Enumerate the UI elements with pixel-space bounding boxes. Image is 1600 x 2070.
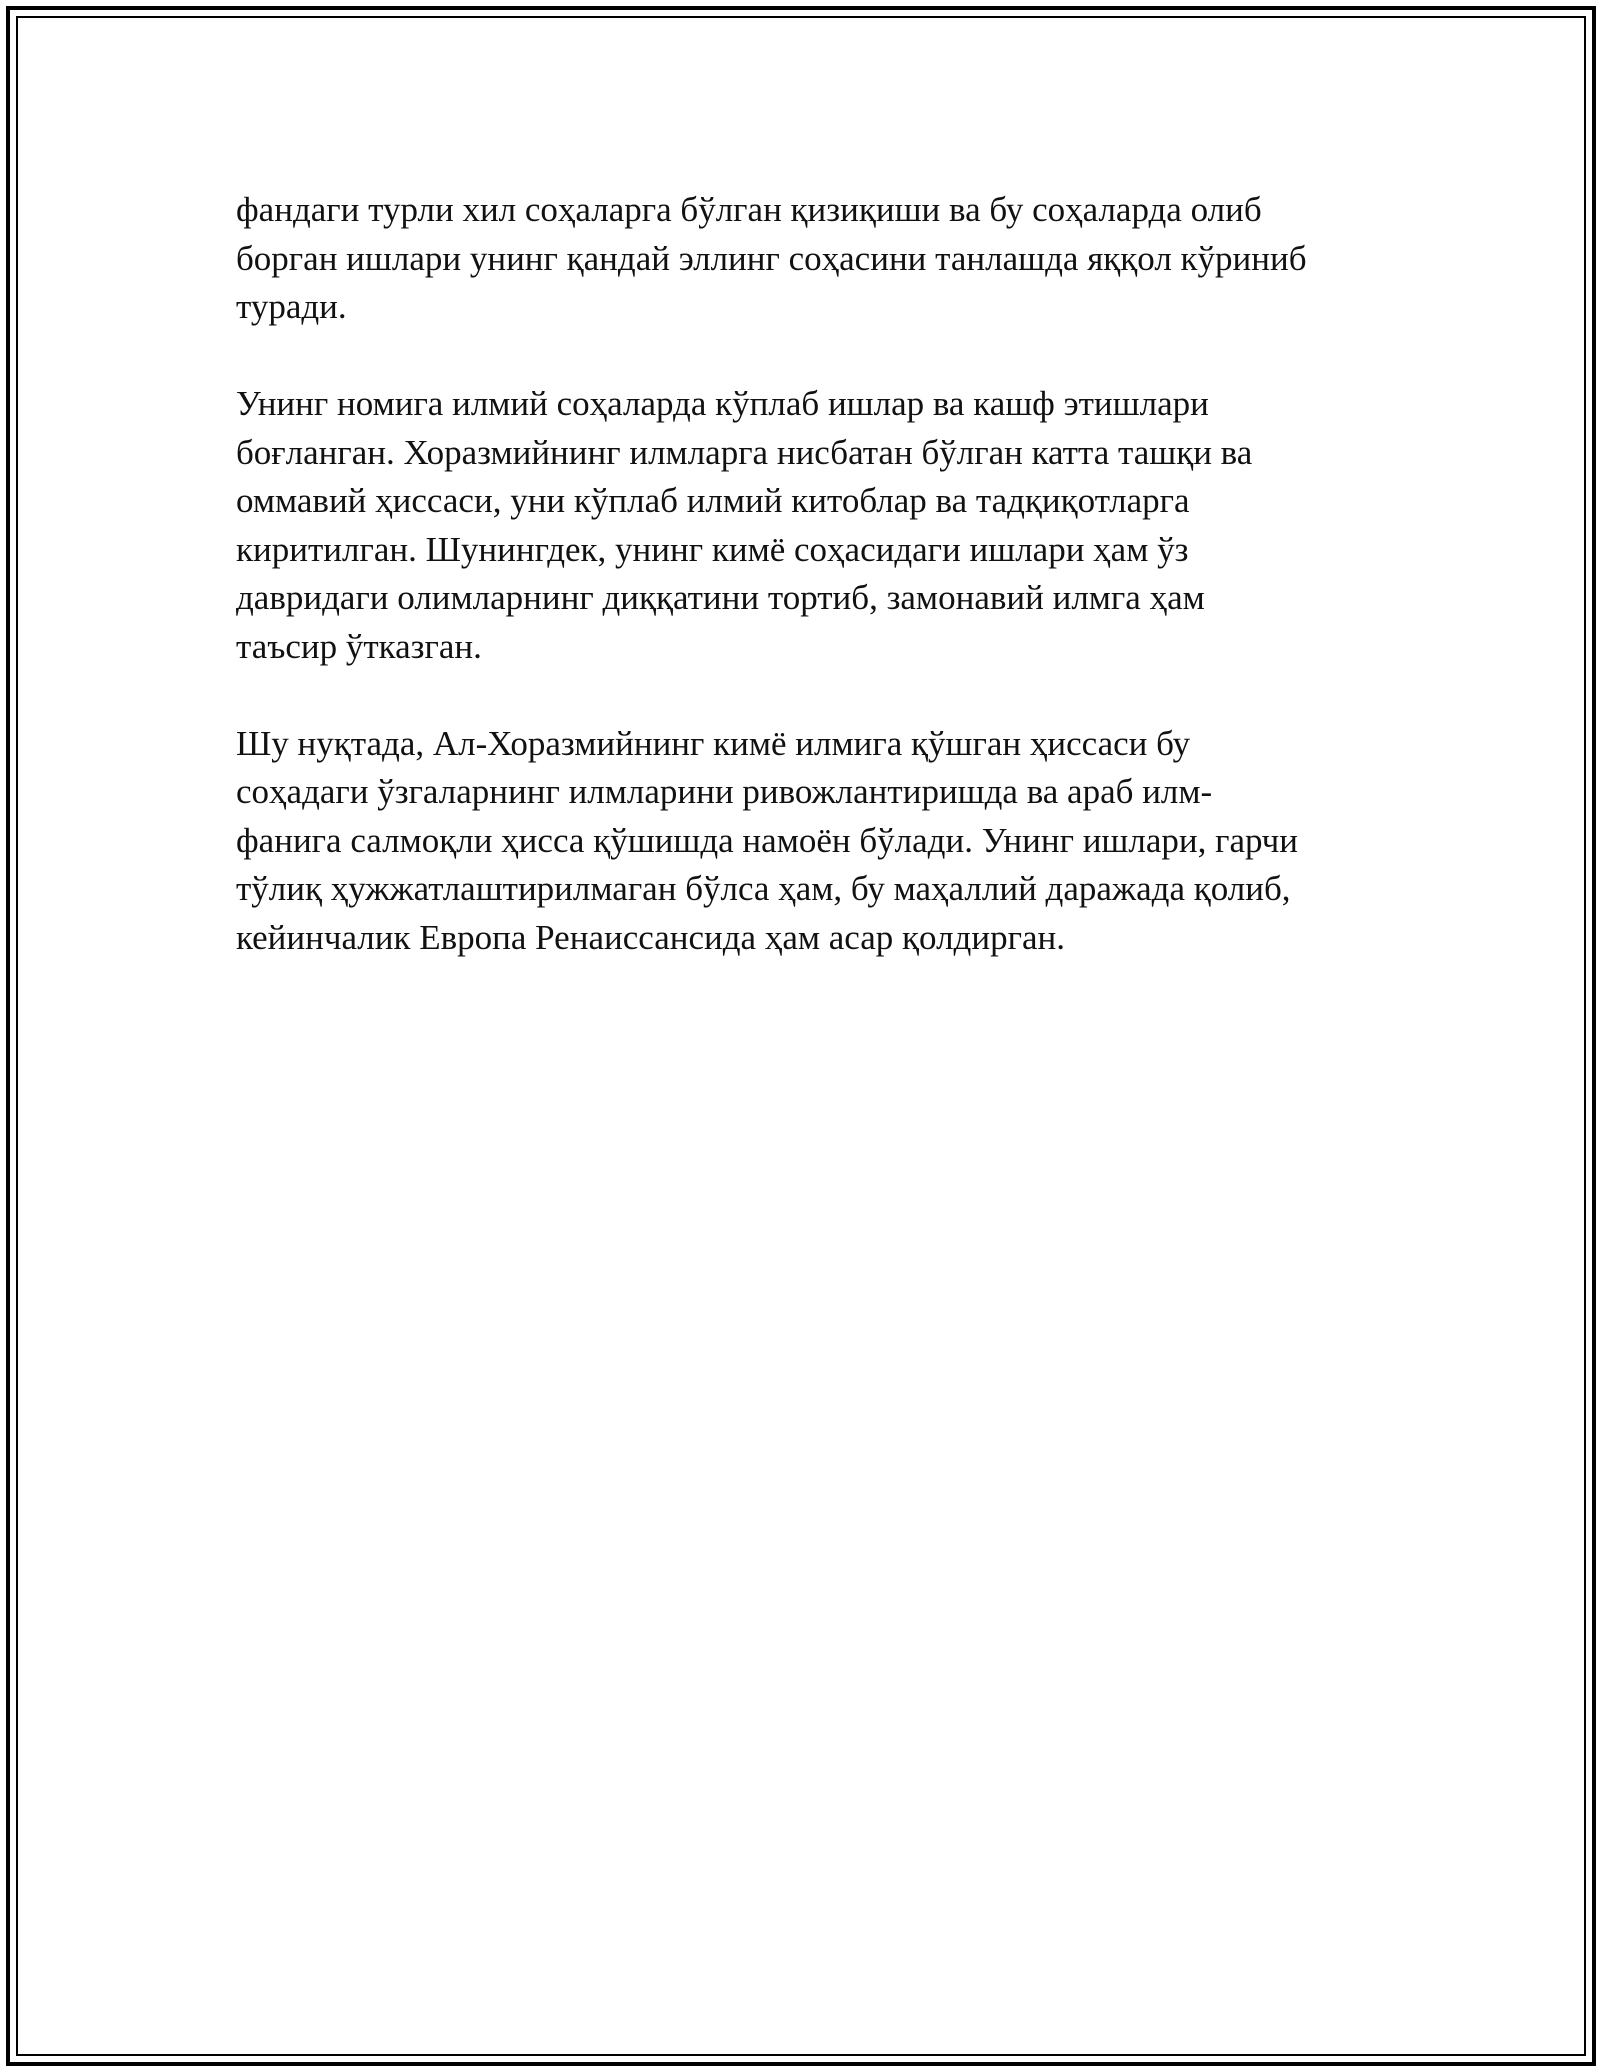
document-body [236, 186, 1366, 1011]
paragraph-2: Унинг номига илмий соҳаларда кўплаб ишлар ва кашф этишлари боғланган. Хоразмийнинг илмларга нисбатан бўлган катта ташқи ва оммавий ҳиссаси, уни кўплаб илмий китоблар ва тадқиқотларга киритилган. Шунингдек, унинг кимё соҳасидаги ишлари ҳам ўз давридаги олимларнинг диққатини тортиб, замонавий илмга ҳам таъсир ўтказган. [236, 384, 1253, 666]
paragraph-1: фандаги турли хил соҳаларга бўлган қизиқиши ва бу соҳаларда олиб борган ишлари унинг қандай эллинг соҳасини танлашда яққол кўриниб туради. [236, 190, 1307, 326]
paragraph-3: Шу нуқтада, Ал-Хоразмийнинг кимё илмига қўшган ҳиссаси бу соҳадаги ўзгаларнинг илмларини ривожлантиришда ва араб илм- фанига салмоқли ҳисса қўшишда намоён бўлади. Унинг ишлари, гарчи тўлиқ ҳужжатлаштирилмаган бўлса ҳам, бу маҳаллий даражада қолиб, кейинчалик Европа Ренаиссансида ҳам асар қолдирган. [236, 723, 1298, 957]
